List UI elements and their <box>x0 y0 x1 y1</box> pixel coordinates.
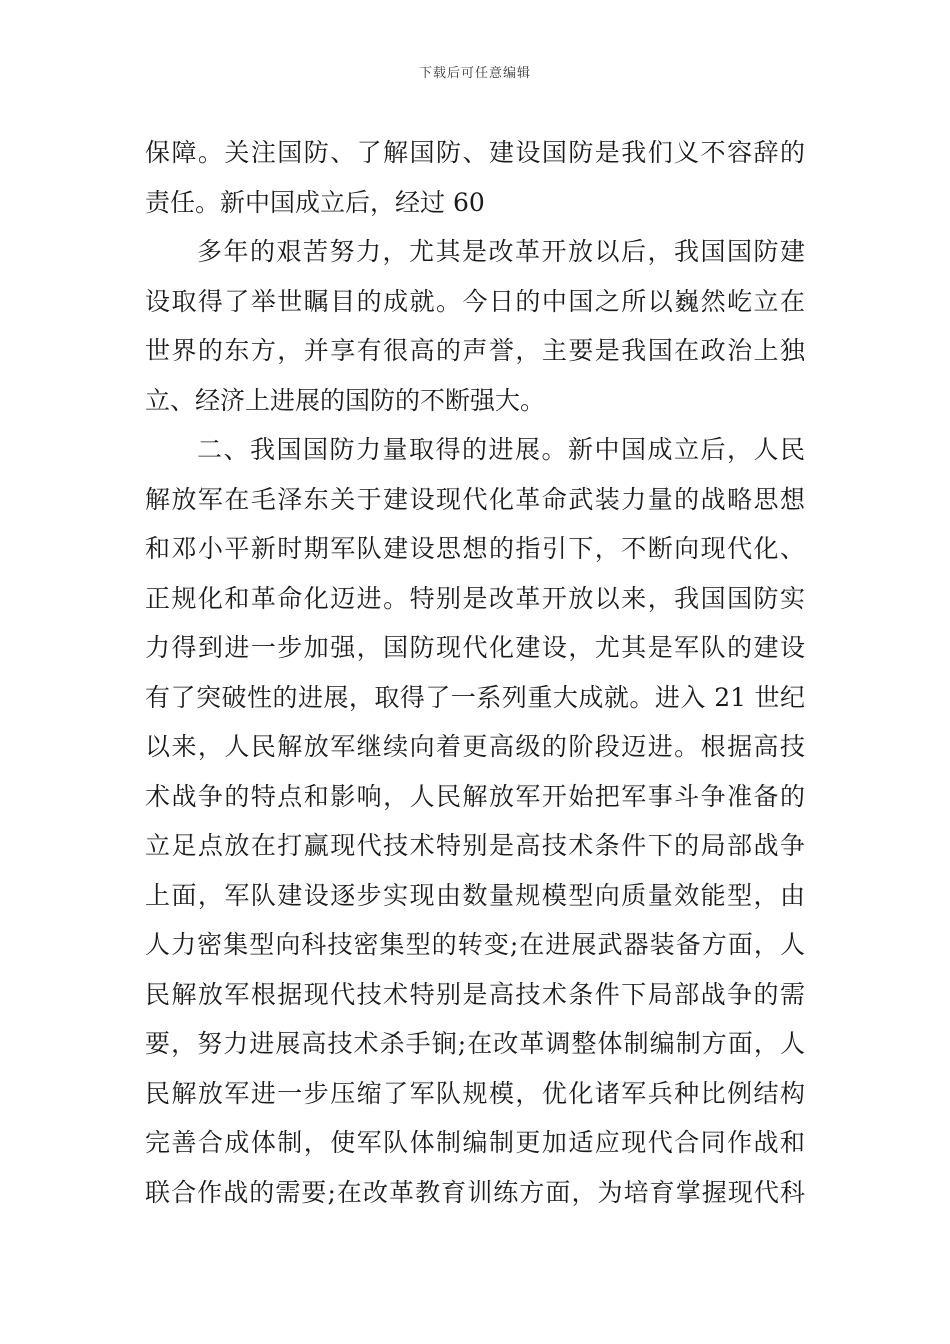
text-line: 多年的艰苦努力，尤其是改革开放以后，我国国防建 <box>197 237 805 266</box>
text-line: 责任。新中国成立后，经过 60 <box>145 187 485 217</box>
text-line: 完善合成体制，使军队体制编制更加适应现代合同作战和 <box>145 1128 805 1157</box>
text-line: 民解放军进一步压缩了军队规模，优化诸军兵种比例结构 <box>145 1078 805 1108</box>
text-line: 联合作战的需要;在改革教育训练方面，为培育掌握现代科 <box>145 1177 805 1207</box>
text-line: 设取得了举世瞩目的成就。今日的中国之所以巍然屹立在 <box>145 286 805 316</box>
text-line: 以来，人民解放军继续向着更高级的阶段迈进。根据高技 <box>145 732 805 761</box>
text-line: 力得到进一步加强，国防现代化建设，尤其是军队的建设 <box>145 633 805 662</box>
text-line: 立足点放在打赢现代技术特别是高技术条件下的局部战争 <box>145 831 805 860</box>
text-line: 民解放军根据现代技术特别是高技术条件下局部战争的需 <box>145 979 805 1009</box>
text-line: 保障。关注国防、了解国防、建设国防是我们义不容辞的 <box>145 138 805 167</box>
text-line: 解放军在毛泽东关于建设现代化革命武装力量的战略思想 <box>145 484 805 514</box>
text-line: 上面，军队建设逐步实现由数量规模型向质量效能型，由 <box>145 880 805 910</box>
text-line: 立、经济上进展的国防的不断强大。 <box>145 385 546 415</box>
text-line: 世界的东方，并享有很高的声誉，主要是我国在政治上独 <box>145 336 805 365</box>
text-line: 和邓小平新时期军队建设思想的指引下，不断向现代化、 <box>145 534 805 563</box>
text-line: 人力密集型向科技密集型的转变;在进展武器装备方面，人 <box>145 930 805 959</box>
page-header-note: 下载后可任意编辑 <box>418 66 531 81</box>
text-line: 二、我国国防力量取得的进展。新中国成立后，人民 <box>197 435 805 464</box>
text-line: 有了突破性的进展，取得了一系列重大成就。进入 21 世纪 <box>145 682 805 712</box>
text-line: 要，努力进展高技术杀手锏;在改革调整体制编制方面，人 <box>145 1029 805 1058</box>
document-body <box>145 128 805 1217</box>
text-line: 正规化和革命化迈进。特别是改革开放以来，我国国防实 <box>145 583 805 613</box>
text-line: 术战争的特点和影响，人民解放军开始把军事斗争准备的 <box>145 781 805 811</box>
